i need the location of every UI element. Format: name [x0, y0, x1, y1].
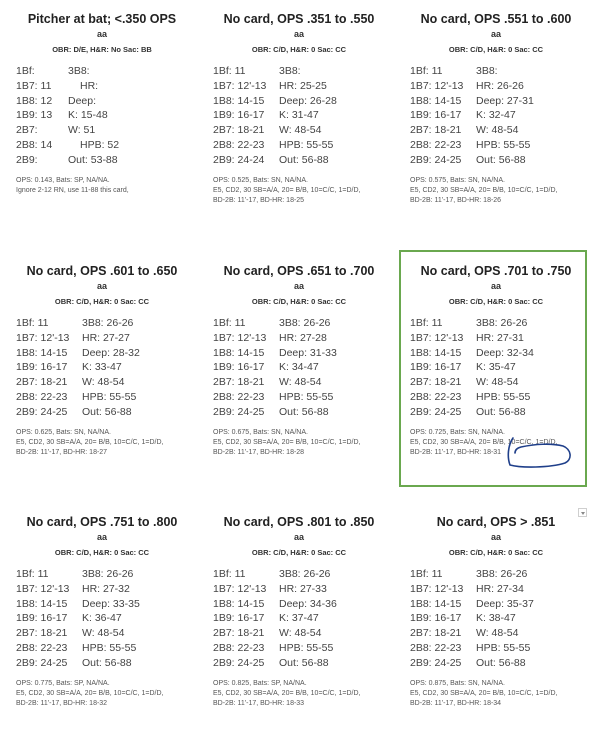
- stat-card: [4, 10, 200, 196]
- card-footer: [213, 176, 397, 206]
- stat-right: Out: 56-88: [82, 405, 132, 418]
- stat-row: [16, 405, 200, 420]
- card-title: No card, OPS .551 to .600: [420, 12, 572, 26]
- stat-left: 2B9: 24-25: [410, 405, 462, 418]
- card-footer: [410, 679, 594, 709]
- stat-left: 2B8: 22-23: [410, 138, 462, 151]
- stat-right: K: 31-47: [279, 109, 319, 122]
- stat-right: HPB: 52: [80, 138, 120, 151]
- card-obr-line: OBR: C/D, H&R: 0 Sac: CC: [448, 548, 544, 557]
- footer-line: OPS: 0.875, Bats: SN, NA/NA.: [410, 679, 505, 687]
- stat-left: 2B8: 22-23: [410, 641, 462, 654]
- stat-right: 3B8: 26-26: [279, 568, 331, 580]
- card-stats: [410, 567, 594, 671]
- stat-left: 1B7: 12'-13: [213, 79, 267, 92]
- stat-row: [410, 138, 594, 153]
- stat-right: HR: 27-28: [279, 331, 327, 344]
- stat-right: HR:: [80, 79, 99, 92]
- card-obr-line: OBR: C/D, H&R: 0 Sac: CC: [54, 548, 150, 557]
- footer-line: E5, CD2, 30 SB=A/A, 20= B/B, 10=C/C, 1=D/D,: [16, 438, 164, 446]
- stat-left: 1B8: 14-15: [410, 597, 462, 610]
- stat-left: 1B7: 12'-13: [213, 331, 267, 344]
- stat-left: 1Bf: 11: [213, 568, 246, 580]
- stat-left: 2B9: 24-25: [213, 656, 265, 669]
- stat-right: Deep: 26-28: [279, 94, 337, 107]
- stat-right: K: 34-47: [279, 361, 319, 374]
- stat-left: 2B9:: [16, 153, 38, 166]
- stat-right: W: 48-54: [279, 124, 322, 137]
- stat-right: 3B8:: [279, 65, 301, 77]
- stat-row: [410, 123, 594, 138]
- stat-row: [213, 405, 397, 420]
- stat-right: Out: 56-88: [82, 656, 132, 669]
- stat-left: 1B7: 12'-13: [213, 582, 267, 595]
- stat-left: 1B9: 16-17: [410, 612, 462, 625]
- footer-line: BD-2B: 11'-17, BD-HR: 18-27: [16, 448, 108, 456]
- stat-left: 1B7: 12'-13: [410, 79, 464, 92]
- card-footer: [16, 428, 200, 458]
- stat-right: Deep: 27-31: [476, 94, 534, 107]
- card-title: No card, OPS .651 to .700: [223, 264, 375, 278]
- stat-left: 1B7: 11: [16, 79, 52, 92]
- footer-line: E5, CD2, 30 SB=A/A, 20= B/B, 10=C/C, 1=D/D,: [410, 689, 558, 697]
- stat-row: [410, 626, 594, 641]
- stat-row: [213, 360, 397, 375]
- stat-right: 3B8: 26-26: [82, 568, 134, 580]
- stat-left: 2B7: 18-21: [16, 627, 68, 640]
- stat-right: Deep:: [68, 94, 97, 107]
- footer-line: E5, CD2, 30 SB=A/A, 20= B/B, 10=C/C, 1=D/D,: [213, 689, 361, 697]
- stat-row: [410, 64, 594, 79]
- stat-right: W: 48-54: [279, 376, 322, 389]
- stat-row: [410, 656, 594, 671]
- stat-row: [213, 123, 397, 138]
- footer-line: E5, CD2, 30 SB=A/A, 20= B/B, 10=C/C, 1=D/D,: [16, 689, 164, 697]
- stat-row: [16, 375, 200, 390]
- stat-row: [16, 79, 200, 94]
- stat-left: 2B8: 22-23: [213, 390, 265, 403]
- stat-right: K: 33-47: [82, 361, 122, 374]
- stat-right: K: 32-47: [476, 109, 516, 122]
- stat-right: W: 48-54: [476, 627, 519, 640]
- card-obr-line: OBR: D/E, H&R: No Sac: BB: [52, 45, 152, 54]
- stat-right: HPB: 55-55: [279, 390, 334, 403]
- stat-left: 1B8: 12: [16, 94, 53, 107]
- stat-row: [213, 597, 397, 612]
- stat-left: 1Bf:: [16, 65, 35, 77]
- stat-right: Deep: 35-37: [476, 597, 534, 610]
- stat-right: W: 48-54: [476, 376, 519, 389]
- stat-row: [410, 567, 594, 582]
- stat-card: [398, 10, 594, 206]
- pen-circle-annotation-icon: [505, 435, 575, 469]
- stat-right: K: 37-47: [279, 612, 319, 625]
- stat-right: Out: 56-88: [279, 405, 329, 418]
- stat-left: 1B9: 13: [16, 109, 53, 122]
- stat-row: [16, 346, 200, 361]
- stat-row: [16, 641, 200, 656]
- card-stats: [213, 567, 397, 671]
- stat-right: HPB: 55-55: [279, 641, 334, 654]
- stat-right: Deep: 33-35: [82, 597, 140, 610]
- card-subtitle: aa: [96, 281, 107, 291]
- stat-right: Out: 56-88: [279, 656, 329, 669]
- footer-line: OPS: 0.575, Bats: SN, NA/NA.: [410, 176, 505, 184]
- stat-row: [16, 582, 200, 597]
- stat-row: [410, 94, 594, 109]
- stat-row: [16, 316, 200, 331]
- card-stats: [16, 64, 200, 168]
- card-stats: [16, 567, 200, 671]
- card-footer: [213, 679, 397, 709]
- stat-right: Deep: 32-34: [476, 346, 534, 359]
- card-obr-line: OBR: C/D, H&R: 0 Sac: CC: [448, 297, 544, 306]
- stat-card: [201, 262, 397, 458]
- stat-card: [201, 513, 397, 709]
- card-stats: [16, 316, 200, 420]
- stat-left: 1B9: 16-17: [213, 612, 265, 625]
- stat-left: 2B8: 22-23: [410, 390, 462, 403]
- stat-right: Deep: 28-32: [82, 346, 140, 359]
- card-footer: [16, 679, 200, 709]
- stat-right: HR: 27-31: [476, 331, 524, 344]
- stat-row: [213, 64, 397, 79]
- stat-right: Deep: 34-36: [279, 597, 337, 610]
- stat-left: 2B9: 24-25: [16, 656, 68, 669]
- stat-left: 1B8: 14-15: [213, 346, 265, 359]
- stat-left: 2B7: 18-21: [410, 376, 462, 389]
- card-title: Pitcher at bat; <.350 OPS: [27, 12, 177, 26]
- stat-row: [16, 64, 200, 79]
- stat-left: 2B7:: [16, 124, 38, 137]
- footer-line: BD-2B: 11'-17, BD-HR: 18-28: [213, 448, 305, 456]
- card-obr-line: OBR: C/D, H&R: 0 Sac: CC: [448, 45, 544, 54]
- card-subtitle: aa: [96, 532, 107, 542]
- stat-left: 1B8: 14-15: [410, 94, 462, 107]
- stat-left: 2B7: 18-21: [213, 124, 265, 137]
- stat-row: [410, 641, 594, 656]
- stat-right: Out: 56-88: [476, 405, 526, 418]
- stat-row: [410, 582, 594, 597]
- stat-row: [213, 656, 397, 671]
- footer-line: OPS: 0.143, Bats: SP, NA/NA.: [16, 176, 110, 184]
- stat-left: 2B8: 22-23: [213, 138, 265, 151]
- stat-right: K: 38-47: [476, 612, 516, 625]
- footer-line: OPS: 0.675, Bats: SN, NA/NA.: [213, 428, 308, 436]
- stat-right: K: 36-47: [82, 612, 122, 625]
- stat-right: Out: 56-88: [476, 153, 526, 166]
- stat-left: 2B8: 22-23: [16, 641, 68, 654]
- stat-row: [213, 567, 397, 582]
- card-title: No card, OPS .801 to .850: [223, 515, 375, 529]
- collapse-triangle-icon[interactable]: [578, 508, 587, 517]
- stat-row: [16, 626, 200, 641]
- card-subtitle: aa: [293, 29, 304, 39]
- stat-row: [410, 79, 594, 94]
- stat-left: 2B9: 24-25: [213, 405, 265, 418]
- stat-left: 1Bf: 11: [16, 568, 49, 580]
- stat-row: [410, 611, 594, 626]
- stat-left: 2B9: 24-25: [410, 656, 462, 669]
- stat-right: W: 48-54: [82, 627, 125, 640]
- stat-row: [16, 656, 200, 671]
- card-obr-line: OBR: C/D, H&R: 0 Sac: CC: [54, 297, 150, 306]
- card-subtitle: aa: [490, 29, 501, 39]
- card-title: No card, OPS .601 to .650: [26, 264, 178, 278]
- stat-row: [213, 153, 397, 168]
- card-title: No card, OPS > .851: [436, 515, 556, 529]
- stat-left: 1B9: 16-17: [16, 612, 68, 625]
- footer-line: OPS: 0.525, Bats: SN, NA/NA.: [213, 176, 308, 184]
- stat-right: 3B8: 26-26: [82, 317, 134, 329]
- stat-right: K: 35-47: [476, 361, 516, 374]
- stat-left: 2B9: 24-25: [16, 405, 68, 418]
- stat-right: HPB: 55-55: [476, 390, 531, 403]
- stat-right: Out: 56-88: [476, 656, 526, 669]
- stat-left: 2B9: 24-25: [410, 153, 462, 166]
- stat-row: [16, 94, 200, 109]
- stat-right: HPB: 55-55: [82, 390, 137, 403]
- stat-row: [16, 331, 200, 346]
- footer-line: E5, CD2, 30 SB=A/A, 20= B/B, 10=C/C, 1=D/D,: [213, 186, 361, 194]
- stat-left: 2B7: 18-21: [16, 376, 68, 389]
- stat-right: 3B8: 26-26: [476, 568, 528, 580]
- card-subtitle: aa: [96, 29, 107, 39]
- stat-right: HR: 27-32: [82, 582, 130, 595]
- stat-row: [16, 611, 200, 626]
- stat-left: 2B8: 14: [16, 138, 53, 151]
- footer-line: BD-2B: 11'-17, BD-HR: 18-25: [213, 196, 305, 204]
- stat-card: [398, 513, 594, 709]
- stat-left: 2B8: 22-23: [213, 641, 265, 654]
- card-obr-line: OBR: C/D, H&R: 0 Sac: CC: [251, 548, 347, 557]
- card-subtitle: aa: [490, 532, 501, 542]
- stat-right: Out: 56-88: [279, 153, 329, 166]
- footer-line: OPS: 0.725, Bats: SN, NA/NA.: [410, 428, 505, 436]
- card-footer: [410, 176, 594, 206]
- stat-left: 1B7: 12'-13: [410, 582, 464, 595]
- footer-line: Ignore 2-12 RN, use 11-88 this card,: [16, 186, 129, 194]
- stat-left: 1Bf: 11: [410, 568, 443, 580]
- footer-line: BD-2B: 11'-17, BD-HR: 18-26: [410, 196, 502, 204]
- stat-right: K: 15-48: [68, 109, 108, 122]
- stat-left: 1B7: 12'-13: [410, 331, 464, 344]
- stat-row: [16, 597, 200, 612]
- stat-left: 1B8: 14-15: [16, 346, 68, 359]
- stat-row: [213, 94, 397, 109]
- stat-right: HPB: 55-55: [476, 138, 531, 151]
- card-stats: [410, 64, 594, 168]
- card-footer: [213, 428, 397, 458]
- stat-card: [4, 513, 200, 709]
- stat-left: 2B7: 18-21: [410, 627, 462, 640]
- stat-left: 1B7: 12'-13: [16, 331, 70, 344]
- stat-row: [16, 390, 200, 405]
- stat-left: 2B8: 22-23: [16, 390, 68, 403]
- stat-card: [4, 262, 200, 458]
- stat-row: [213, 79, 397, 94]
- stat-row: [16, 123, 200, 138]
- footer-line: OPS: 0.825, Bats: SP, NA/NA.: [213, 679, 307, 687]
- stat-left: 1B9: 16-17: [410, 109, 462, 122]
- stat-left: 1Bf: 11: [16, 317, 49, 329]
- card-obr-line: OBR: C/D, H&R: 0 Sac: CC: [251, 45, 347, 54]
- stat-right: W: 48-54: [279, 627, 322, 640]
- stat-row: [410, 153, 594, 168]
- stat-right: W: 51: [68, 124, 96, 137]
- card-subtitle: aa: [293, 532, 304, 542]
- stat-row: [213, 390, 397, 405]
- stat-row: [16, 138, 200, 153]
- stat-right: 3B8:: [476, 65, 498, 77]
- stat-row: [213, 346, 397, 361]
- footer-line: OPS: 0.625, Bats: SN, NA/NA.: [16, 428, 111, 436]
- stat-right: HR: 27-27: [82, 331, 130, 344]
- stat-right: Out: 53-88: [68, 153, 118, 166]
- stat-left: 2B7: 18-21: [213, 627, 265, 640]
- stat-row: [410, 108, 594, 123]
- stat-right: HR: 27-34: [476, 582, 524, 595]
- stat-left: 1Bf: 11: [213, 317, 246, 329]
- stat-row: [213, 316, 397, 331]
- stat-row: [16, 567, 200, 582]
- stat-row: [213, 641, 397, 656]
- stat-row: [16, 360, 200, 375]
- stat-left: 1B8: 14-15: [16, 597, 68, 610]
- stat-left: 1B9: 16-17: [410, 361, 462, 374]
- stat-row: [213, 611, 397, 626]
- stat-left: 2B7: 18-21: [213, 376, 265, 389]
- stat-right: W: 48-54: [82, 376, 125, 389]
- card-subtitle: aa: [293, 281, 304, 291]
- stat-row: [213, 331, 397, 346]
- footer-line: BD-2B: 11'-17, BD-HR: 18-34: [410, 699, 502, 707]
- stat-left: 1Bf: 11: [410, 65, 443, 77]
- stat-row: [16, 108, 200, 123]
- stat-right: HPB: 55-55: [82, 641, 137, 654]
- stat-row: [16, 153, 200, 168]
- card-subtitle: aa: [490, 281, 501, 291]
- stat-left: 1B8: 14-15: [213, 94, 265, 107]
- stat-row: [213, 138, 397, 153]
- stat-left: 1B7: 12'-13: [16, 582, 70, 595]
- stat-left: 2B9: 24-24: [213, 153, 265, 166]
- stat-row: [410, 597, 594, 612]
- stat-right: HR: 25-25: [279, 79, 327, 92]
- stat-row: [213, 582, 397, 597]
- footer-line: BD-2B: 11'-17, BD-HR: 18-32: [16, 699, 108, 707]
- stat-left: 1B9: 16-17: [213, 109, 265, 122]
- stat-right: 3B8:: [68, 65, 90, 77]
- stat-right: Deep: 31-33: [279, 346, 337, 359]
- stat-left: 1Bf: 11: [213, 65, 246, 77]
- stat-left: 1B9: 16-17: [213, 361, 265, 374]
- footer-line: OPS: 0.775, Bats: SP, NA/NA.: [16, 679, 110, 687]
- stat-right: 3B8: 26-26: [476, 317, 528, 329]
- footer-line: E5, CD2, 30 SB=A/A, 20= B/B, 10=C/C, 1=D/D,: [410, 438, 558, 446]
- stat-right: W: 48-54: [476, 124, 519, 137]
- stat-left: 1B8: 14-15: [410, 346, 462, 359]
- stat-row: [213, 108, 397, 123]
- card-obr-line: OBR: C/D, H&R: 0 Sac: CC: [251, 297, 347, 306]
- stat-row: [213, 626, 397, 641]
- stat-left: 1B8: 14-15: [213, 597, 265, 610]
- stat-right: HR: 27-33: [279, 582, 327, 595]
- card-title: No card, OPS .351 to .550: [223, 12, 375, 26]
- card-title: No card, OPS .701 to .750: [420, 264, 572, 278]
- card-stats: [213, 316, 397, 420]
- stat-card: [201, 10, 397, 206]
- stat-left: 1B9: 16-17: [16, 361, 68, 374]
- stat-right: HPB: 55-55: [476, 641, 531, 654]
- stat-right: 3B8: 26-26: [279, 317, 331, 329]
- footer-line: BD-2B: 11'-17, BD-HR: 18-31: [410, 448, 502, 456]
- stat-row: [213, 375, 397, 390]
- stat-left: 2B7: 18-21: [410, 124, 462, 137]
- footer-line: E5, CD2, 30 SB=A/A, 20= B/B, 10=C/C, 1=D/D,: [213, 438, 361, 446]
- stat-right: HPB: 55-55: [279, 138, 334, 151]
- card-title: No card, OPS .751 to .800: [26, 515, 178, 529]
- card-stats: [213, 64, 397, 168]
- card-footer: [16, 176, 200, 196]
- stat-right: HR: 26-26: [476, 79, 524, 92]
- footer-line: BD-2B: 11'-17, BD-HR: 18-33: [213, 699, 305, 707]
- footer-line: E5, CD2, 30 SB=A/A, 20= B/B, 10=C/C, 1=D/D,: [410, 186, 558, 194]
- stat-left: 1Bf: 11: [410, 317, 443, 329]
